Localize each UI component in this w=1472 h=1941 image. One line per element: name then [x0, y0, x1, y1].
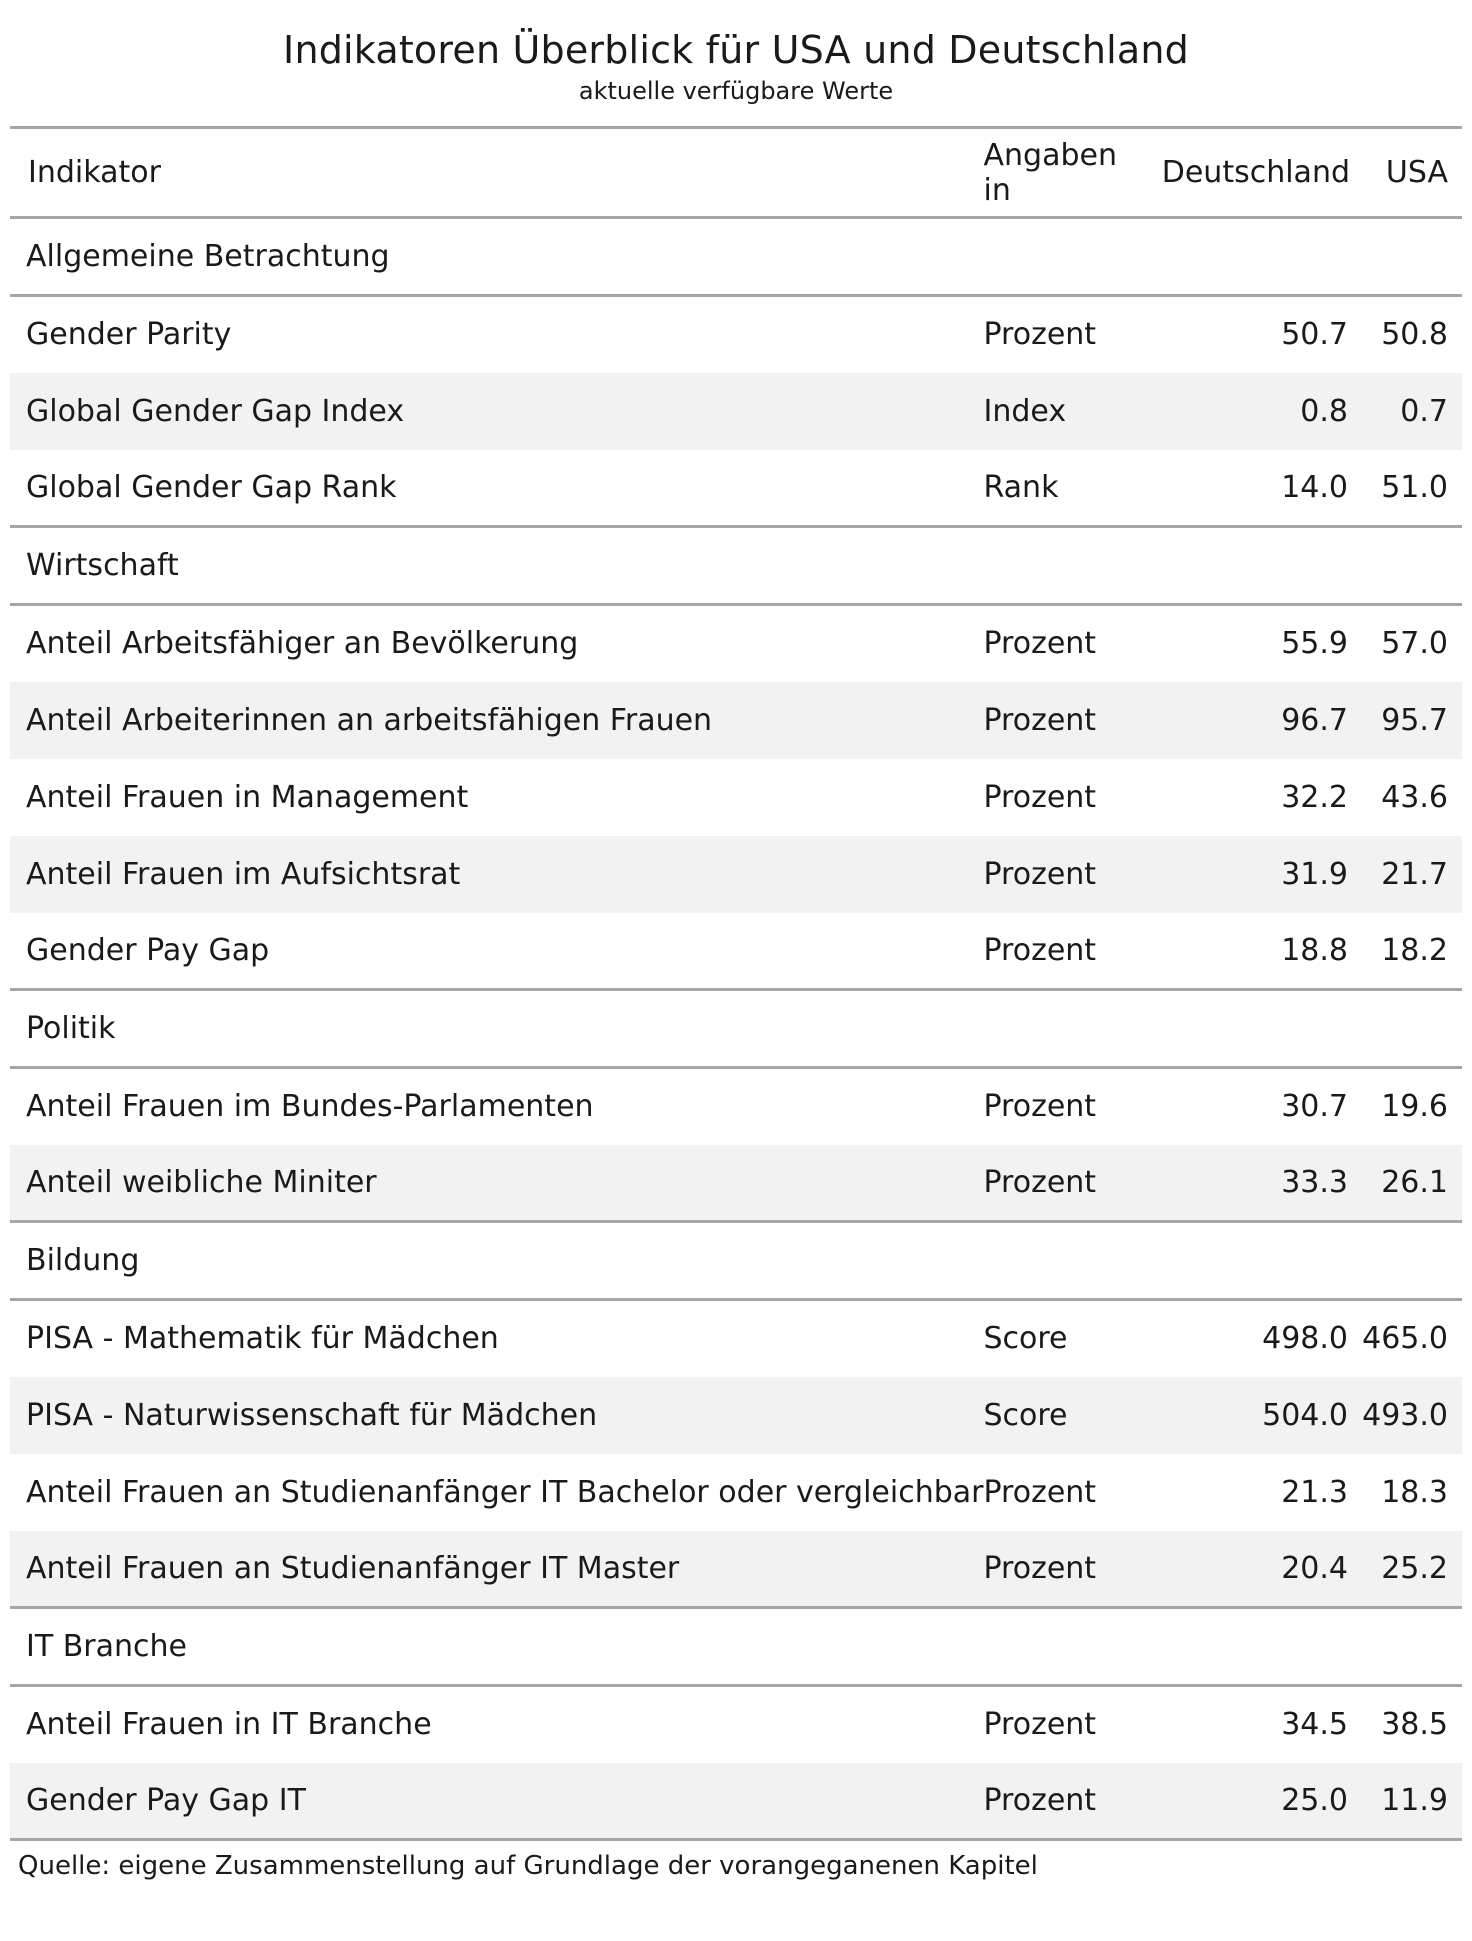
indicator-cell: Gender Pay Gap: [26, 932, 270, 968]
usa-value-cell: 25.2: [1381, 1550, 1448, 1586]
unit-cell: Prozent: [983, 1707, 1097, 1743]
indicator-cell: Anteil Frauen im Bundes-Parlamenten: [26, 1089, 594, 1125]
table-header: [10, 128, 1462, 218]
indicator-cell: PISA - Naturwissenschaft für Mädchen: [26, 1397, 598, 1433]
unit-cell: Prozent: [983, 626, 1097, 662]
indicator-cell: Anteil Frauen in Management: [26, 779, 469, 815]
group-header-row: [10, 218, 1462, 296]
group-title: IT Branche: [26, 1629, 187, 1664]
source-note: Quelle: eigene Zusammenstellung auf Grundlage der vorangeganenen Kapitel: [18, 1851, 1038, 1881]
indicator-cell: PISA - Mathematik für Mädchen: [26, 1321, 499, 1357]
unit-cell: Rank: [983, 469, 1059, 505]
table-row: [10, 1377, 1462, 1454]
unit-cell: Prozent: [983, 932, 1097, 968]
germany-value-cell: 31.9: [1281, 856, 1348, 892]
table-row: [10, 1763, 1462, 1840]
title-block: [10, 0, 1462, 106]
unit-cell: Prozent: [983, 702, 1097, 738]
usa-value-cell: 19.6: [1381, 1089, 1448, 1125]
page-subtitle: aktuelle verfügbare Werte: [578, 77, 894, 105]
germany-value-cell: 55.9: [1281, 626, 1348, 662]
indicator-cell: Anteil weibliche Miniter: [26, 1164, 377, 1200]
table-row: [10, 759, 1462, 836]
table-row: [10, 1068, 1462, 1145]
unit-cell: Prozent: [983, 1089, 1097, 1125]
table-body: [10, 218, 1462, 1840]
usa-value-cell: 57.0: [1381, 626, 1448, 662]
indicator-cell: Anteil Frauen an Studienanfänger IT Master: [26, 1550, 680, 1586]
column-header-indicator: Indikator: [28, 155, 161, 190]
germany-value-cell: 498.0: [1262, 1321, 1348, 1357]
group-title: Politik: [26, 1011, 116, 1046]
table-row: [10, 1531, 1462, 1608]
usa-value-cell: 18.2: [1381, 932, 1448, 968]
indicator-cell: Anteil Frauen in IT Branche: [26, 1707, 432, 1743]
indicator-cell: Global Gender Gap Rank: [26, 469, 397, 505]
indicator-cell: Anteil Frauen im Aufsichtsrat: [26, 856, 461, 892]
indicator-cell: Anteil Arbeiterinnen an arbeitsfähigen Frauen: [26, 702, 713, 738]
unit-cell: Score: [983, 1321, 1068, 1357]
group-title: Wirtschaft: [26, 548, 179, 583]
unit-cell: Prozent: [983, 1782, 1097, 1818]
usa-value-cell: 38.5: [1381, 1707, 1448, 1743]
group-title: Bildung: [26, 1243, 140, 1278]
table-row: [10, 1300, 1462, 1377]
table-row: [10, 450, 1462, 527]
germany-value-cell: 32.2: [1281, 779, 1348, 815]
germany-value-cell: 14.0: [1281, 469, 1348, 505]
usa-value-cell: 26.1: [1381, 1164, 1448, 1200]
unit-cell: Prozent: [983, 1164, 1097, 1200]
indicator-cell: Anteil Arbeitsfähiger an Bevölkerung: [26, 626, 579, 662]
germany-value-cell: 20.4: [1281, 1550, 1348, 1586]
table-row: [10, 605, 1462, 682]
germany-value-cell: 25.0: [1281, 1782, 1348, 1818]
usa-value-cell: 18.3: [1381, 1474, 1448, 1510]
germany-value-cell: 18.8: [1281, 932, 1348, 968]
unit-cell: Prozent: [983, 1474, 1097, 1510]
column-header-germany: Deutschland: [1161, 155, 1350, 190]
unit-cell: Prozent: [983, 317, 1097, 353]
indicator-cell: Gender Pay Gap IT: [26, 1782, 306, 1818]
table-row: [10, 836, 1462, 913]
group-header-row: [10, 1222, 1462, 1300]
table-row: [10, 913, 1462, 990]
table-row: [10, 296, 1462, 373]
usa-value-cell: 95.7: [1381, 702, 1448, 738]
usa-value-cell: 51.0: [1381, 469, 1448, 505]
table-row: [10, 1686, 1462, 1763]
column-header-usa: USA: [1385, 155, 1448, 190]
indicator-table: [10, 126, 1462, 1841]
germany-value-cell: 96.7: [1281, 702, 1348, 738]
group-title: Allgemeine Betrachtung: [26, 239, 390, 274]
group-header-row: [10, 990, 1462, 1068]
germany-value-cell: 30.7: [1281, 1089, 1348, 1125]
germany-value-cell: 21.3: [1281, 1474, 1348, 1510]
usa-value-cell: 50.8: [1381, 317, 1448, 353]
column-header-unit: Angaben in: [983, 137, 1117, 208]
germany-value-cell: 0.8: [1300, 393, 1348, 429]
usa-value-cell: 21.7: [1381, 856, 1448, 892]
table-row: [10, 1454, 1462, 1531]
group-header-row: [10, 1608, 1462, 1686]
table-row: [10, 682, 1462, 759]
table-row: [10, 373, 1462, 450]
germany-value-cell: 50.7: [1281, 317, 1348, 353]
usa-value-cell: 465.0: [1362, 1321, 1448, 1357]
unit-cell: Prozent: [983, 1550, 1097, 1586]
usa-value-cell: 43.6: [1381, 779, 1448, 815]
unit-cell: Prozent: [983, 779, 1097, 815]
group-header-row: [10, 527, 1462, 605]
germany-value-cell: 504.0: [1262, 1397, 1348, 1433]
indicator-cell: Global Gender Gap Index: [26, 393, 405, 429]
usa-value-cell: 493.0: [1362, 1397, 1448, 1433]
germany-value-cell: 33.3: [1281, 1164, 1348, 1200]
unit-cell: Score: [983, 1397, 1068, 1433]
usa-value-cell: 0.7: [1400, 393, 1448, 429]
indicator-cell: Anteil Frauen an Studienanfänger IT Bachelor oder vergleichbar: [26, 1474, 984, 1510]
unit-cell: Index: [983, 393, 1067, 429]
table-row: [10, 1145, 1462, 1222]
usa-value-cell: 11.9: [1381, 1782, 1448, 1818]
germany-value-cell: 34.5: [1281, 1707, 1348, 1743]
page-title: Indikatoren Überblick für USA und Deutschland: [283, 28, 1189, 72]
unit-cell: Prozent: [983, 856, 1097, 892]
header-row: [10, 128, 1462, 218]
indicator-cell: Gender Parity: [26, 317, 232, 353]
